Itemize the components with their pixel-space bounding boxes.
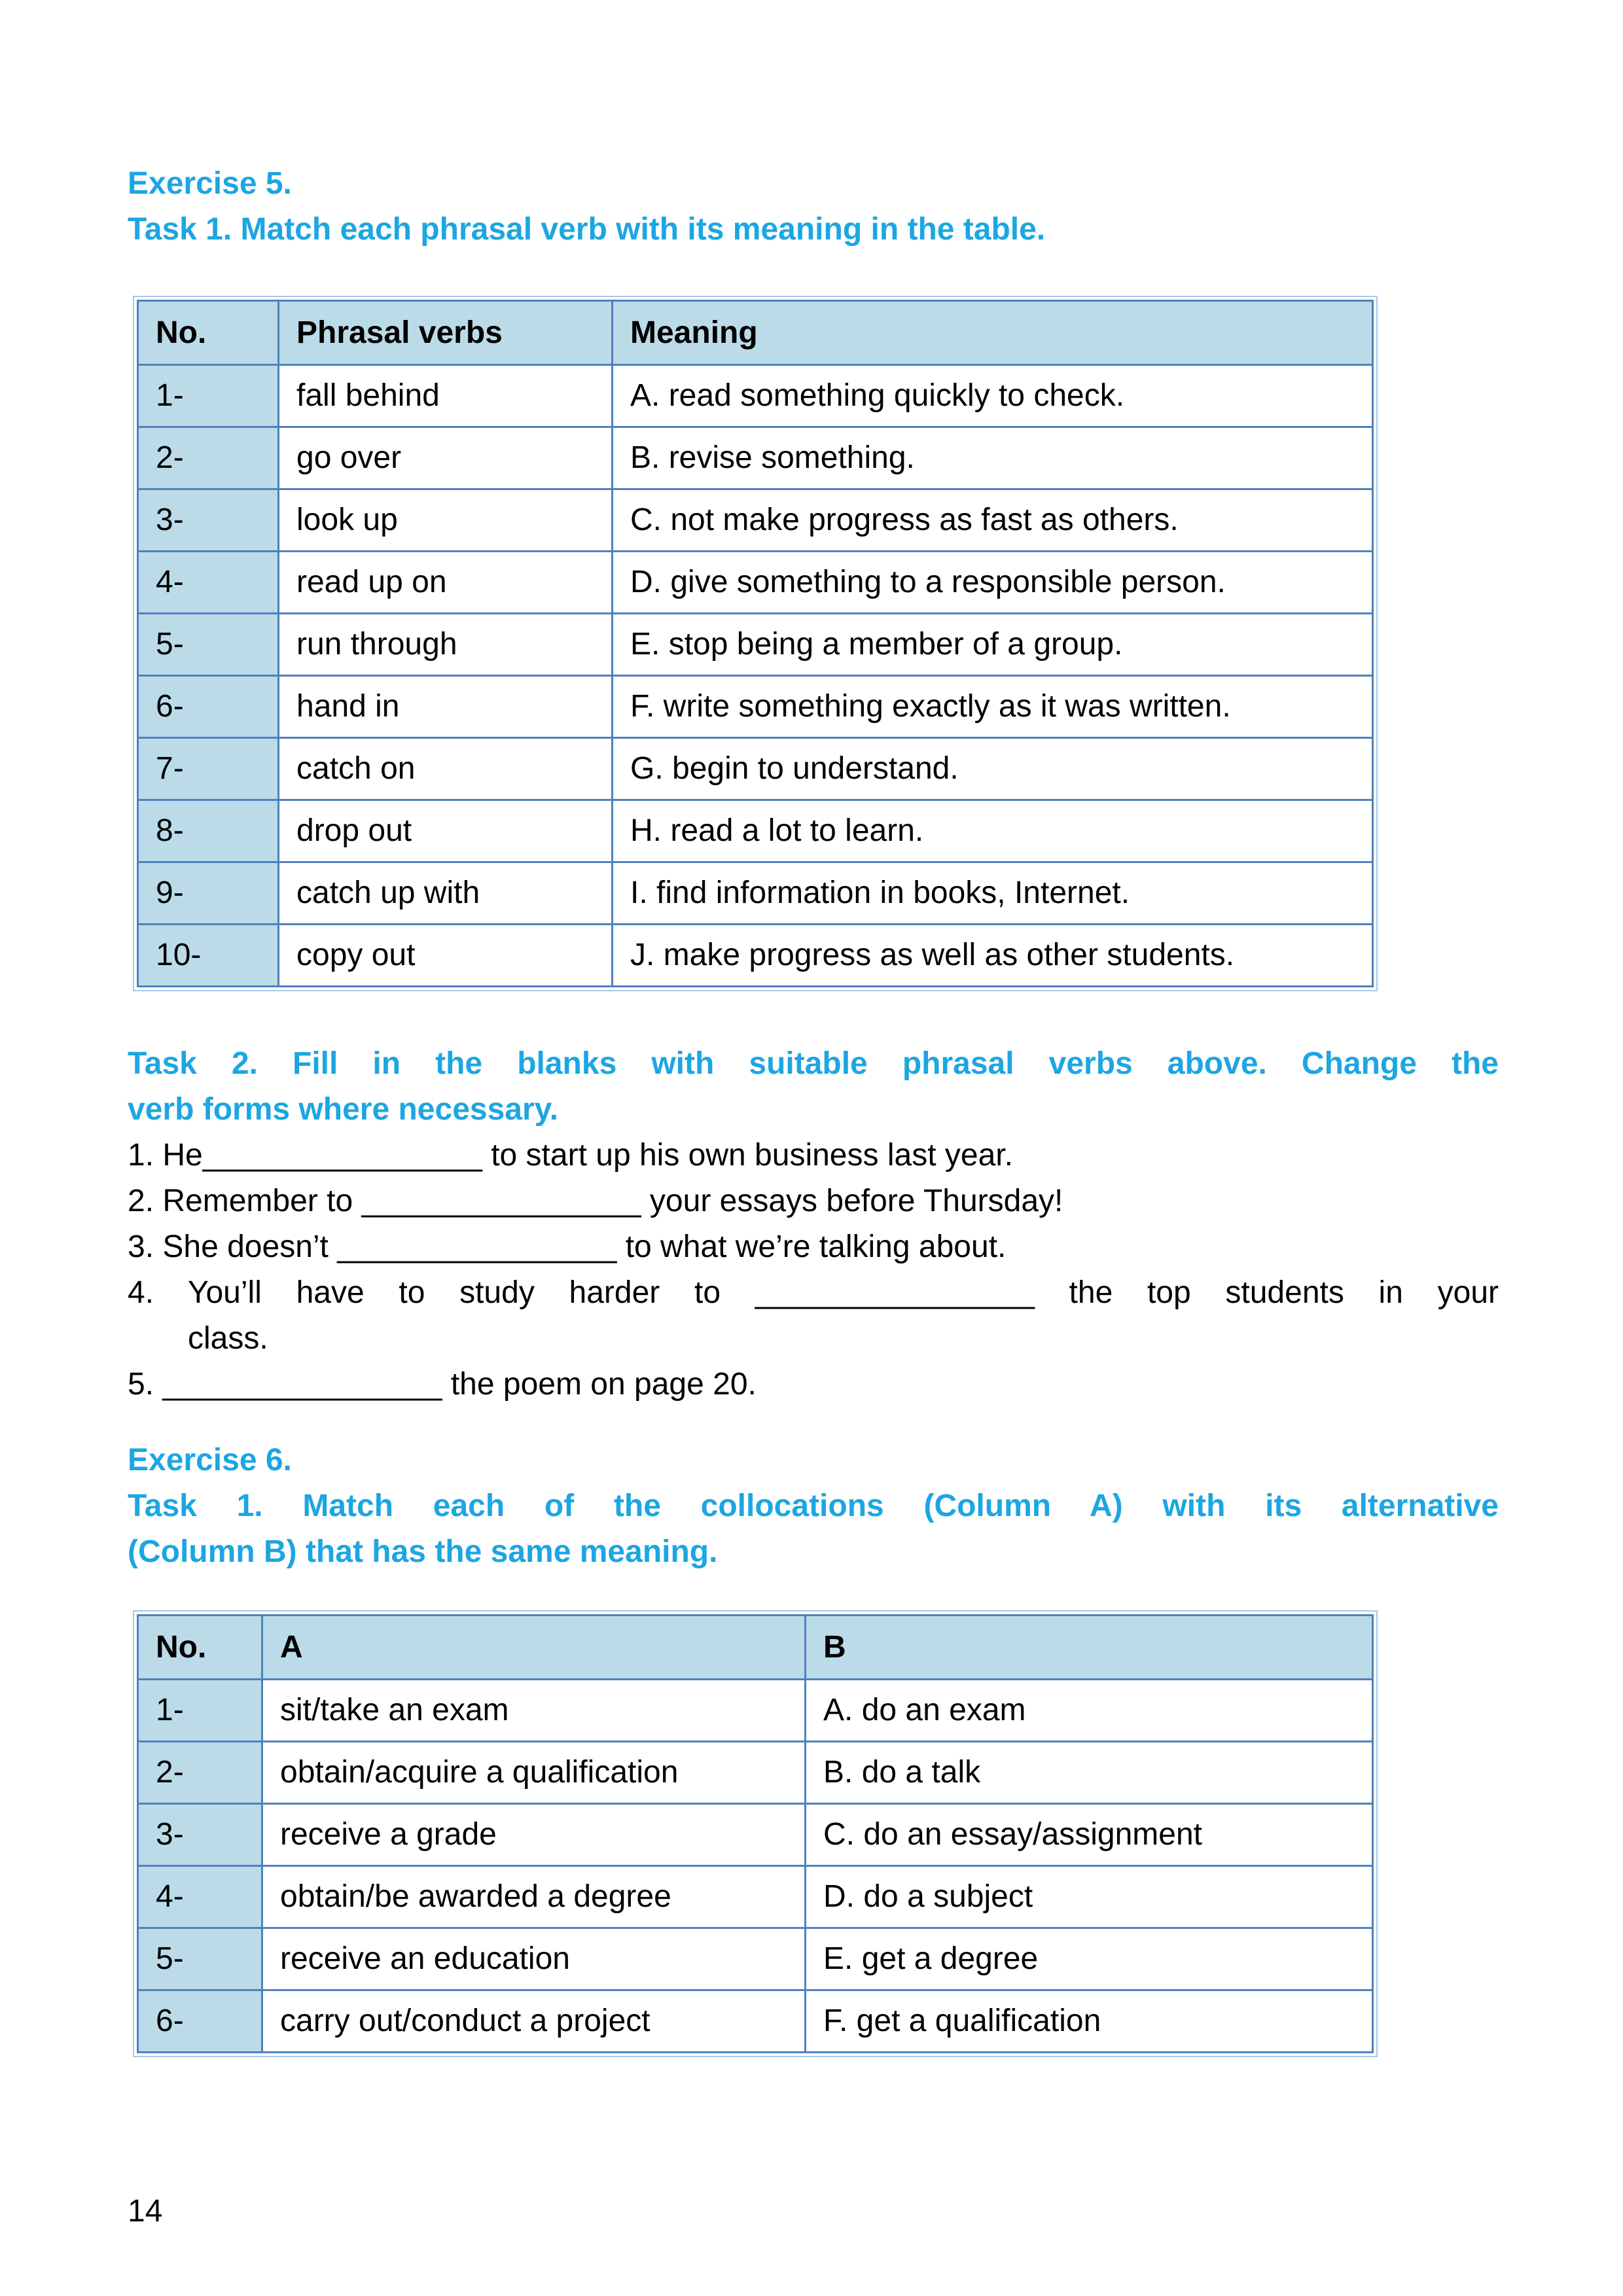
cell-no: 9- bbox=[138, 862, 279, 925]
cell-a: obtain/be awarded a degree bbox=[262, 1866, 806, 1928]
table-row bbox=[138, 1928, 1373, 1990]
cell-meaning: H. read a lot to learn. bbox=[613, 800, 1373, 862]
cell-no: 7- bbox=[138, 738, 279, 800]
cell-no: 1- bbox=[138, 365, 279, 427]
sentence-line: 4. You’ll have to study harder to ________________ the top students in your bbox=[128, 1275, 1499, 1310]
table-row bbox=[138, 365, 1373, 427]
sentence-line: 1. He________________ to start up his own business last year. bbox=[128, 1138, 1013, 1173]
cell-b: E. get a degree bbox=[806, 1928, 1373, 1990]
cell-meaning: A. read something quickly to check. bbox=[613, 365, 1373, 427]
cell-a: obtain/acquire a qualification bbox=[262, 1742, 806, 1804]
cell-no: 4- bbox=[138, 552, 279, 614]
task2-sentences bbox=[128, 1133, 1499, 1407]
heading-line: Task 1. Match each of the collocations (Column A) with its alternative bbox=[128, 1489, 1499, 1523]
cell-a: sit/take an exam bbox=[262, 1680, 806, 1742]
exercise6-title: Exercise 6. bbox=[128, 1443, 292, 1477]
column-header-phrasal-verb: Phrasal verbs bbox=[279, 301, 613, 365]
cell-phrasal-verb: drop out bbox=[279, 800, 613, 862]
table-row bbox=[138, 614, 1373, 676]
cell-no: 5- bbox=[138, 1928, 262, 1990]
cell-phrasal-verb: copy out bbox=[279, 925, 613, 987]
cell-no: 1- bbox=[138, 1680, 262, 1742]
cell-a: receive a grade bbox=[262, 1804, 806, 1866]
cell-no: 3- bbox=[138, 489, 279, 552]
fill-blank-sentence bbox=[128, 1178, 1499, 1224]
table-row bbox=[138, 676, 1373, 738]
cell-no: 5- bbox=[138, 614, 279, 676]
cell-phrasal-verb: run through bbox=[279, 614, 613, 676]
sentence-line: 5. ________________ the poem on page 20. bbox=[128, 1367, 757, 1402]
fill-blank-sentence bbox=[128, 1362, 1499, 1407]
fill-blank-sentence bbox=[128, 1133, 1499, 1178]
fill-blank-sentence bbox=[128, 1270, 1499, 1362]
phrasal-verbs-table-head bbox=[138, 301, 1373, 365]
cell-a: receive an education bbox=[262, 1928, 806, 1990]
cell-phrasal-verb: go over bbox=[279, 427, 613, 489]
exercise5-task1-title: Task 1. Match each phrasal verb with its meaning in the table. bbox=[128, 212, 1046, 247]
cell-phrasal-verb: look up bbox=[279, 489, 613, 552]
sentence-continuation: class. bbox=[188, 1321, 268, 1356]
column-header-meaning: Meaning bbox=[613, 301, 1373, 365]
header-row bbox=[138, 1616, 1373, 1680]
cell-no: 2- bbox=[138, 1742, 262, 1804]
phrasal-verbs-table-body bbox=[138, 365, 1373, 987]
table-row bbox=[138, 862, 1373, 925]
cell-b: A. do an exam bbox=[806, 1680, 1373, 1742]
page-number: 14 bbox=[128, 2194, 163, 2229]
cell-meaning: G. begin to understand. bbox=[613, 738, 1373, 800]
column-header-b: B bbox=[806, 1616, 1373, 1680]
cell-meaning: D. give something to a responsible person. bbox=[613, 552, 1373, 614]
heading-line: (Column B) that has the same meaning. bbox=[128, 1534, 718, 1569]
cell-no: 3- bbox=[138, 1804, 262, 1866]
cell-meaning: E. stop being a member of a group. bbox=[613, 614, 1373, 676]
table-row bbox=[138, 427, 1373, 489]
phrasal-verbs-table bbox=[137, 300, 1374, 987]
cell-phrasal-verb: hand in bbox=[279, 676, 613, 738]
cell-meaning: J. make progress as well as other students. bbox=[613, 925, 1373, 987]
cell-phrasal-verb: catch on bbox=[279, 738, 613, 800]
cell-meaning: I. find information in books, Internet. bbox=[613, 862, 1373, 925]
table-row bbox=[138, 800, 1373, 862]
column-header-a: A bbox=[262, 1616, 806, 1680]
fill-blank-sentence bbox=[128, 1224, 1499, 1270]
collocations-table-body bbox=[138, 1680, 1373, 2053]
column-header-no: No. bbox=[138, 301, 279, 365]
exercise5-title: Exercise 5. bbox=[128, 166, 292, 201]
sentence-line: 3. She doesn’t ________________ to what we’re talking about. bbox=[128, 1229, 1007, 1264]
cell-b: D. do a subject bbox=[806, 1866, 1373, 1928]
cell-no: 2- bbox=[138, 427, 279, 489]
cell-phrasal-verb: read up on bbox=[279, 552, 613, 614]
cell-meaning: B. revise something. bbox=[613, 427, 1373, 489]
cell-phrasal-verb: fall behind bbox=[279, 365, 613, 427]
column-header-no: No. bbox=[138, 1616, 262, 1680]
cell-no: 6- bbox=[138, 1990, 262, 2053]
exercise6-task1-title bbox=[128, 1483, 1499, 1575]
table-row bbox=[138, 1742, 1373, 1804]
table-row bbox=[138, 925, 1373, 987]
page-content bbox=[128, 161, 1499, 2053]
sentence-line: 2. Remember to ________________ your essays before Thursday! bbox=[128, 1184, 1063, 1218]
table-row bbox=[138, 552, 1373, 614]
collocations-table-head bbox=[138, 1616, 1373, 1680]
cell-meaning: C. not make progress as fast as others. bbox=[613, 489, 1373, 552]
exercise5-task2-title bbox=[128, 1041, 1499, 1133]
cell-meaning: F. write something exactly as it was written. bbox=[613, 676, 1373, 738]
table-row bbox=[138, 489, 1373, 552]
table-row bbox=[138, 1680, 1373, 1742]
table-row bbox=[138, 1804, 1373, 1866]
cell-no: 10- bbox=[138, 925, 279, 987]
header-row bbox=[138, 301, 1373, 365]
table-row bbox=[138, 1990, 1373, 2053]
table-row bbox=[138, 738, 1373, 800]
heading-line: Task 2. Fill in the blanks with suitable phrasal verbs above. Change the bbox=[128, 1046, 1499, 1081]
collocations-table bbox=[137, 1614, 1374, 2053]
heading-line: verb forms where necessary. bbox=[128, 1092, 559, 1127]
cell-b: F. get a qualification bbox=[806, 1990, 1373, 2053]
table-row bbox=[138, 1866, 1373, 1928]
cell-no: 6- bbox=[138, 676, 279, 738]
cell-b: B. do a talk bbox=[806, 1742, 1373, 1804]
cell-no: 4- bbox=[138, 1866, 262, 1928]
cell-no: 8- bbox=[138, 800, 279, 862]
cell-b: C. do an essay/assignment bbox=[806, 1804, 1373, 1866]
cell-phrasal-verb: catch up with bbox=[279, 862, 613, 925]
cell-a: carry out/conduct a project bbox=[262, 1990, 806, 2053]
